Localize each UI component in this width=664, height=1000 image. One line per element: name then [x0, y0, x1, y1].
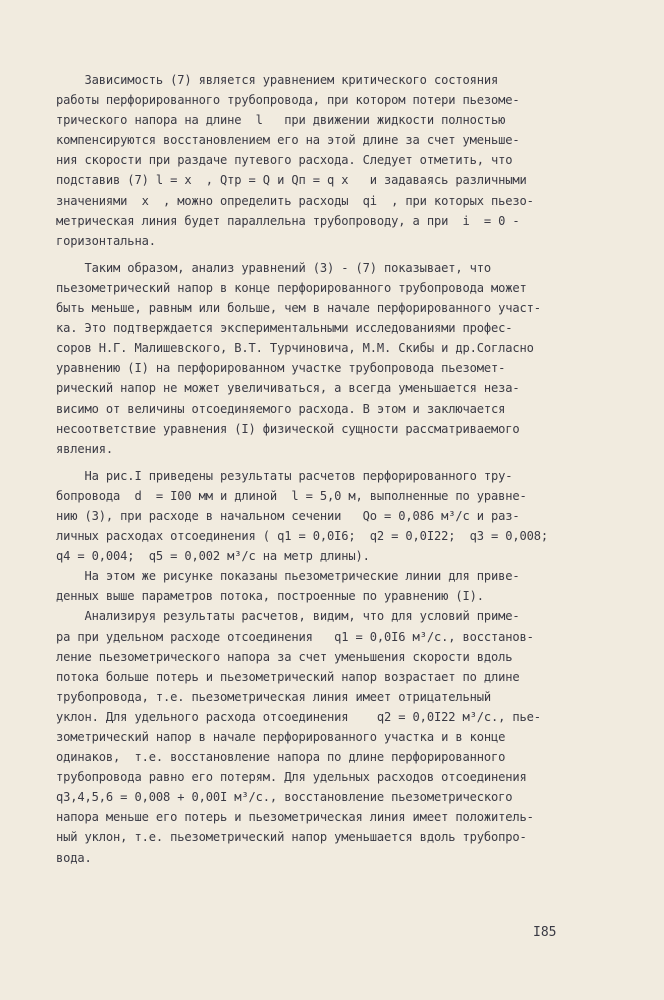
text-line: зометрический напор в начале перфорированного участка и в конце: [56, 730, 506, 744]
text-line: трубопровода, т.е. пьезометрическая линия имеет отрицательный: [56, 689, 491, 704]
text-line: быть меньше, равным или больше, чем в начале перфорированного участ-: [56, 301, 541, 316]
paragraph-5: [56, 606, 614, 867]
text-line: висимо от величины отсоединяемого расхода. В этом и заключается: [56, 401, 506, 416]
text-line: На этом же рисунке показаны пьезометрические линии для приве-: [56, 569, 520, 584]
text-line: вода.: [56, 850, 92, 865]
text-line: ка. Это подтверждается экспериментальными исследованиями профес-: [56, 321, 513, 336]
text-line: личных расходах отсоединения ( q1 = 0,0I6; q2 = 0,0I22; q3 = 0,008;: [56, 529, 549, 544]
paragraph-4: [56, 566, 614, 606]
text-line: денных выше параметров потока, построенные по уравнению (I).: [56, 589, 484, 604]
paragraph-1: [56, 70, 614, 251]
text-line: уклон. Для удельного расхода отсоединения q2 = 0,0I22 м³/с., пье-: [56, 709, 541, 724]
text-line: Таким образом, анализ уравнений (3) - (7) показывает, что: [56, 260, 491, 275]
text-line: горизонтальна.: [56, 233, 156, 248]
text-line: уравнению (I) на перфорированном участке трубопровода пьезомет-: [56, 361, 506, 376]
text-line: значениями x , можно определить расходы qi , при которых пьезо-: [56, 193, 534, 208]
page-number: I85: [533, 925, 557, 940]
text-line: явления.: [56, 441, 114, 456]
text-line: метрическая линия будет параллельна трубопроводу, а при i = 0 -: [56, 213, 520, 228]
text-line: соров Н.Г. Малишевского, В.Т. Турчиновича, М.М. Скибы и др.Согласно: [56, 341, 534, 356]
text-line: На рис.I приведены результаты расчетов перфорированного тру-: [56, 468, 513, 483]
text-line: нию (3), при расходе в начальном сечении Qo = 0,086 м³/с и раз-: [56, 508, 520, 523]
text-line: q3,4,5,6 = 0,008 + 0,00I м³/с., восстановление пьезометрического: [56, 790, 513, 805]
text-line: несоответствие уравнения (I) физической сущности рассматриваемого: [56, 421, 520, 436]
text-line: ра при удельном расходе отсоединения q1 = 0,0I6 м³/с., восстанов-: [56, 629, 534, 644]
text-line: трического напора на длине l при движении жидкости полностью: [56, 113, 506, 128]
body-text: [56, 70, 614, 868]
text-line: Зависимость (7) является уравнением критического состояния: [56, 73, 499, 87]
text-line: пьезометрический напор в конце перфорированного трубопровода может: [56, 280, 527, 295]
text-line: ния скорости при раздаче путевого расхода. Следует отметить, что: [56, 153, 513, 168]
text-line: трубопровода равно его потерям. Для удельных расходов отсоединения: [56, 770, 527, 785]
text-line: бопровода d = I00 мм и длиной l = 5,0 м, выполненные по уравне-: [56, 488, 527, 503]
text-line: работы перфорированного трубопровода, при котором потери пьезоме-: [56, 93, 520, 108]
text-line: потока больше потерь и пьезометрический напор возрастает по длине: [56, 669, 520, 684]
text-line: компенсируются восстановлением его на этой длине за счет уменьше-: [56, 133, 520, 148]
text-line: подставив (7) l = x , Qтр = Q и Qп = q x и задаваясь различными: [56, 173, 527, 188]
text-line: напора меньше его потерь и пьезометрическая линия имеет положитель-: [56, 810, 534, 825]
paragraph-2: [56, 258, 614, 459]
text-line: q4 = 0,004; q5 = 0,002 м³/с на метр длины).: [56, 549, 370, 564]
text-line: ление пьезометрического напора за счет уменьшения скорости вдоль: [56, 649, 513, 664]
text-line: рический напор не может увеличиваться, а всегда уменьшается неза-: [56, 381, 520, 396]
text-line: ный уклон, т.е. пьезометрический напор уменьшается вдоль трубопро-: [56, 830, 527, 845]
text-line: одинаков, т.е. восстановление напора по длине перфорированного: [56, 750, 506, 765]
text-line: Анализируя результаты расчетов, видим, что для условий приме-: [56, 609, 520, 624]
paragraph-3: [56, 466, 614, 566]
